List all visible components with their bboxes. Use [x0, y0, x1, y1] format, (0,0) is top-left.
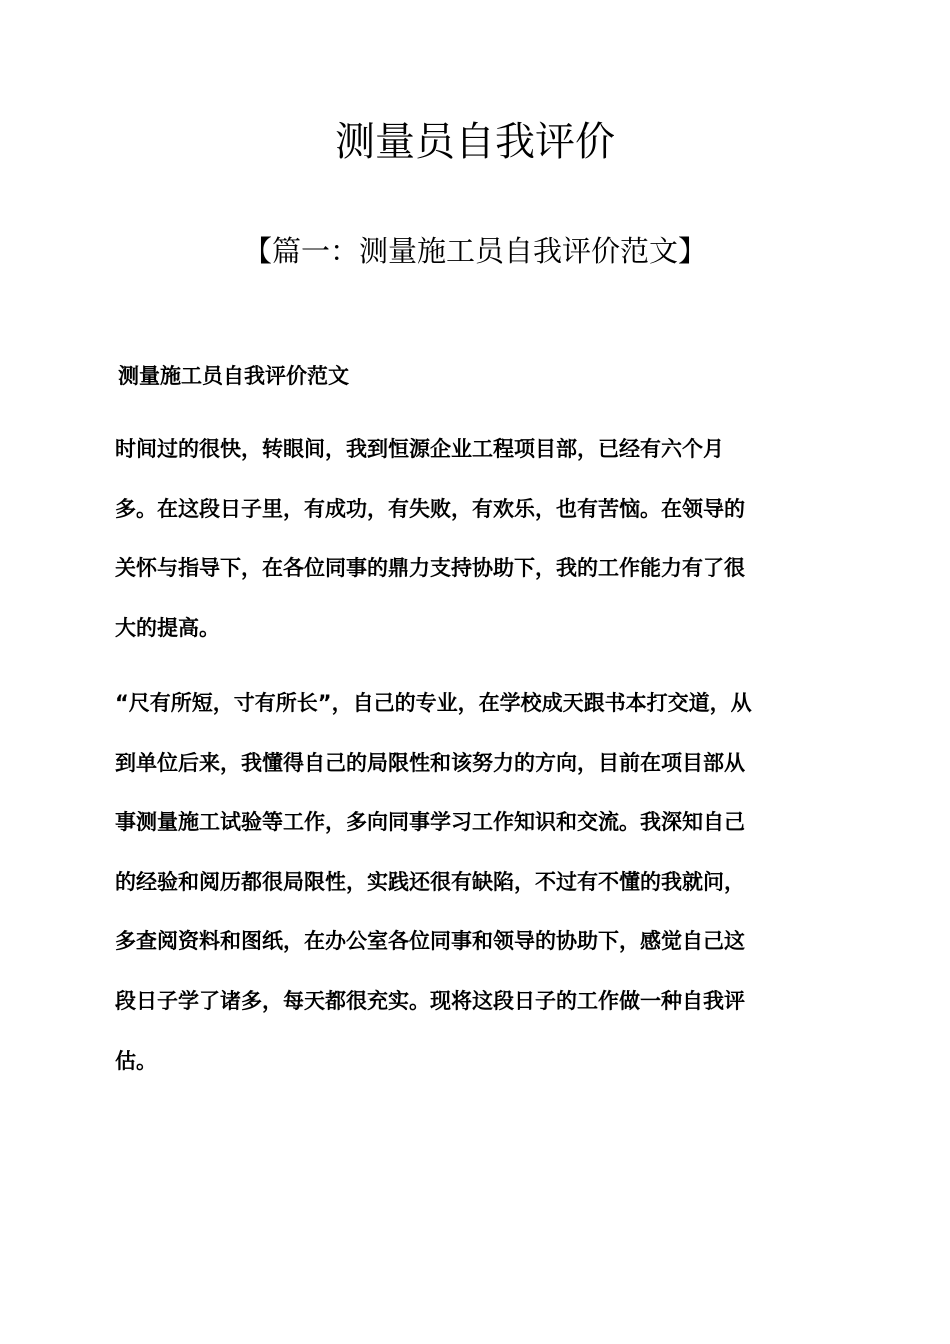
- document-title: 测量员自我评价: [335, 119, 615, 165]
- paragraph-line: 估。: [115, 1048, 157, 1073]
- paragraph-line: 多。在这段日子里，有成功，有失败，有欢乐，也有苦恼。在领导的: [115, 496, 745, 521]
- paragraph-line: 的经验和阅历都很局限性，实践还很有缺陷，不过有不懂的我就问，: [115, 869, 745, 894]
- section-heading: 测量施工员自我评价范文: [118, 364, 349, 388]
- body-paragraph: [115, 420, 835, 658]
- paragraph-line: 事测量施工试验等工作，多向同事学习工作知识和交流。我深知自己: [115, 810, 745, 835]
- paragraph-line: 大的提高。: [115, 615, 220, 640]
- body-paragraph: [115, 674, 835, 1091]
- document-subtitle: 【篇一：测量施工员自我评价范文】: [242, 234, 707, 268]
- paragraph-line: 多查阅资料和图纸，在办公室各位同事和领导的协助下，感觉自己这: [115, 929, 745, 954]
- paragraph-line: 关怀与指导下，在各位同事的鼎力支持协助下，我的工作能力有了很: [115, 556, 745, 581]
- paragraph-line: 时间过的很快，转眼间，我到恒源企业工程项目部，已经有六个月: [115, 437, 724, 461]
- paragraph-line: 段日子学了诸多，每天都很充实。现将这段日子的工作做一种自我评: [115, 988, 745, 1013]
- paragraph-line: 到单位后来，我懂得自己的局限性和该努力的方向，目前在项目部从: [115, 750, 745, 775]
- paragraph-line: “尺有所短，寸有所长”，自己的专业，在学校成天跟书本打交道，从: [115, 691, 752, 715]
